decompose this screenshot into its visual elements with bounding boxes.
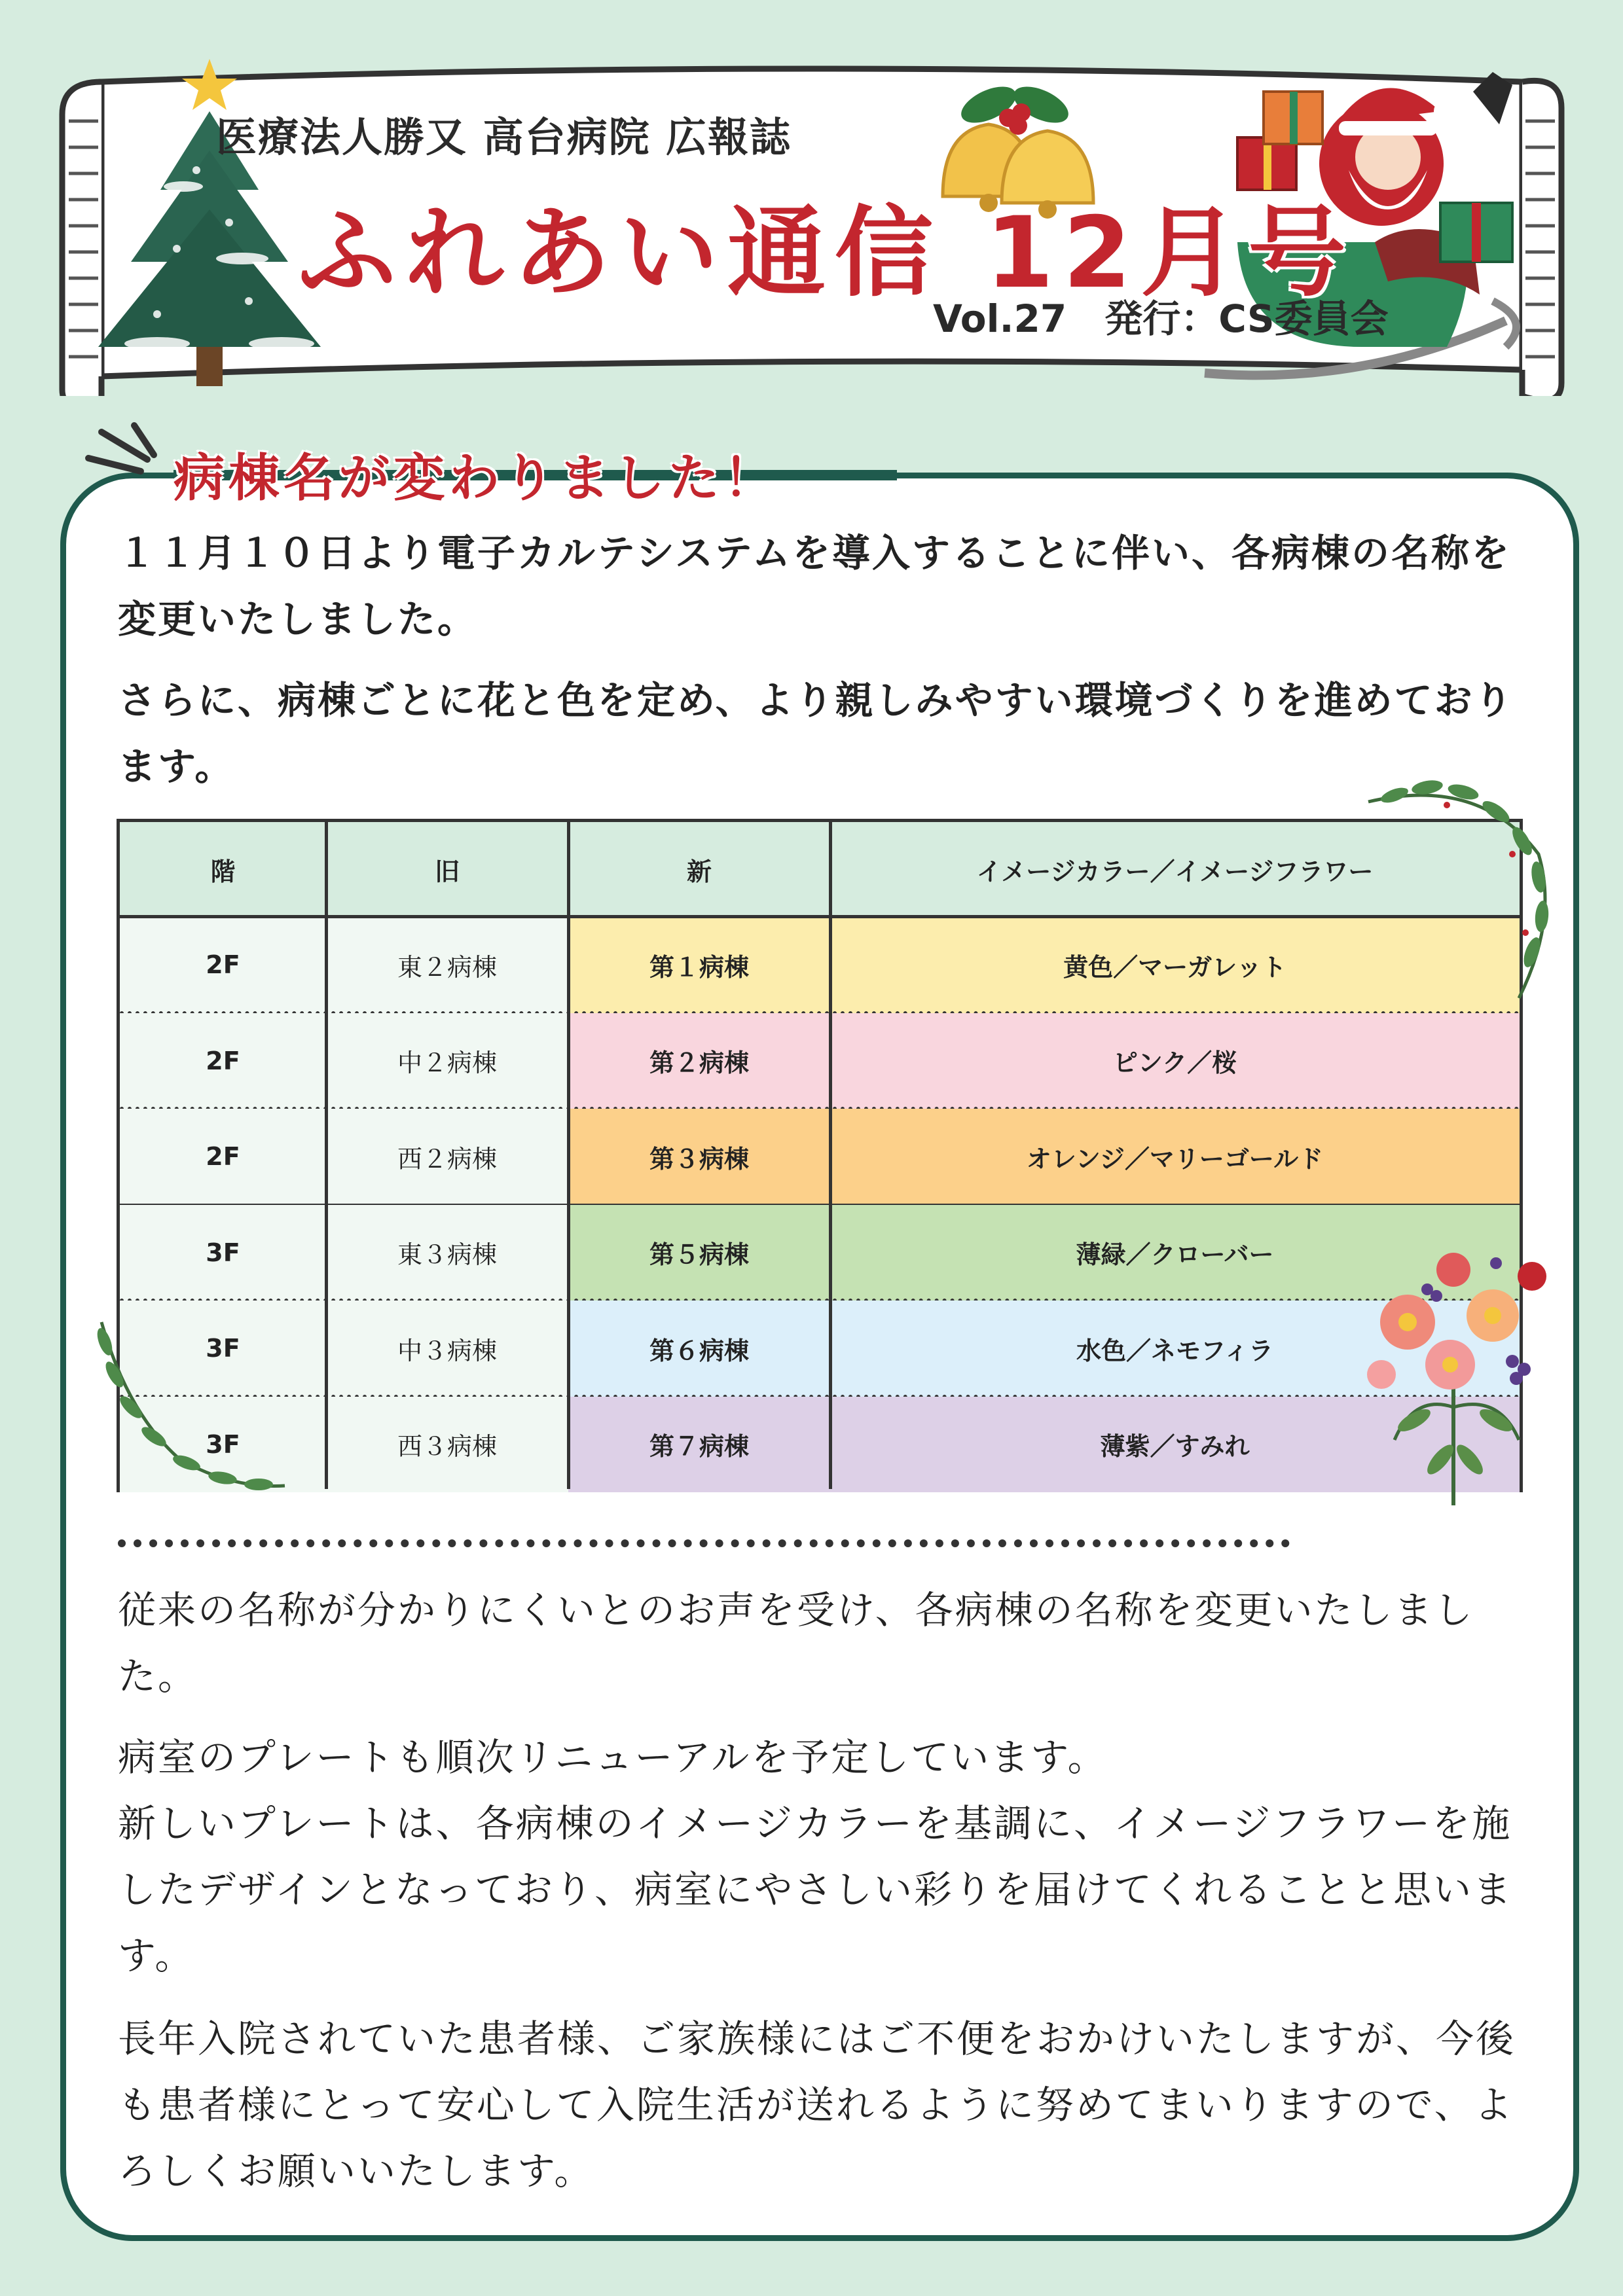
leaf-branch-icon [75, 1309, 298, 1499]
table-cell-new: 第２病棟 [568, 1013, 830, 1109]
emphasis-burst-icon [75, 419, 167, 497]
table-cell-new: 第１病棟 [568, 917, 830, 1013]
column-separator-line [325, 822, 328, 1489]
dotted-divider [118, 1539, 1290, 1547]
table-cell-floor: 2F [120, 1013, 326, 1109]
column-separator-line [829, 822, 832, 1489]
table-cell-new: 第３病棟 [568, 1109, 830, 1205]
body-paragraph-2: 病室のプレートも順次リニューアルを予定しています。 新しいプレートは、各病棟のイメージカラーを基調に、イメージフラワーを施したデザインとなっており、病室にやさしい彩りを届けてくれることと思います。 [118, 1735, 1513, 1978]
table-cell-new: 第６病棟 [568, 1300, 830, 1397]
table-cell-image: 薄紫／すみれ [830, 1397, 1520, 1493]
volume-publisher: Vol.27 発行：CS委員会 [933, 296, 1389, 341]
table-cell-floor: 3F [120, 1205, 326, 1301]
body-paragraph-1: 従来の名称が分かりにくいとのお声を受け、各病棟の名称を変更いたしました。 [118, 1588, 1474, 1698]
header-separator-line [120, 915, 1520, 918]
table-cell-floor: 2F [120, 917, 326, 1013]
section-title: 病棟名が変わりました！ [173, 449, 779, 508]
table-cell-image: ピンク／桜 [830, 1013, 1520, 1109]
leaf-wreath-icon [1349, 776, 1565, 1011]
table-cell-image: 黄色／マーガレット [830, 917, 1520, 1013]
ward-name-table [117, 819, 1523, 1492]
table-cell-image: オレンジ／マリーゴールド [830, 1109, 1520, 1205]
table-header-new: 新 [568, 822, 830, 917]
table-cell-new: 第７病棟 [568, 1397, 830, 1493]
organization-name: 医療法人勝又 高台病院 広報誌 [216, 113, 792, 161]
table-cell-image: 薄緑／クローバー [830, 1205, 1520, 1301]
table-cell-floor: 3F [120, 1300, 326, 1397]
table-cell-new: 第５病棟 [568, 1205, 830, 1301]
table-header-image: イメージカラー／イメージフラワー [830, 822, 1520, 917]
newsletter-title: ふれあい通信 12月号 [298, 196, 1355, 310]
table-cell-old: 中３病棟 [326, 1300, 568, 1397]
flower-bouquet-icon [1355, 1244, 1558, 1512]
table-cell-floor: 2F [120, 1109, 326, 1205]
table-cell-floor: 3F [120, 1397, 326, 1493]
body-paragraph-3: 長年入院されていた患者様、ご家族様にはご不便をおかけいたしますが、今後も患者様にとって安心して入院生活が送れるように努めてまいりますので、よろしくお願いいたします。 [118, 2017, 1516, 2193]
table-header-old: 旧 [326, 822, 568, 917]
table-cell-old: 西３病棟 [326, 1397, 568, 1493]
table-cell-old: 東３病棟 [326, 1205, 568, 1301]
table-cell-image: 水色／ネモフィラ [830, 1300, 1520, 1397]
intro-paragraph-2: さらに、病棟ごとに花と色を定め、より親しみやすい環境づくりを進めております。 [118, 678, 1514, 789]
column-separator-line [567, 822, 570, 1489]
intro-paragraph-1: １１月１０日より電子カルテシステムを導入することに伴い、各病棟の名称を変更いたしました。 [118, 531, 1512, 641]
table-cell-old: 東２病棟 [326, 917, 568, 1013]
table-cell-old: 中２病棟 [326, 1013, 568, 1109]
table-header-floor: 階 [120, 822, 326, 917]
table-cell-old: 西２病棟 [326, 1109, 568, 1205]
